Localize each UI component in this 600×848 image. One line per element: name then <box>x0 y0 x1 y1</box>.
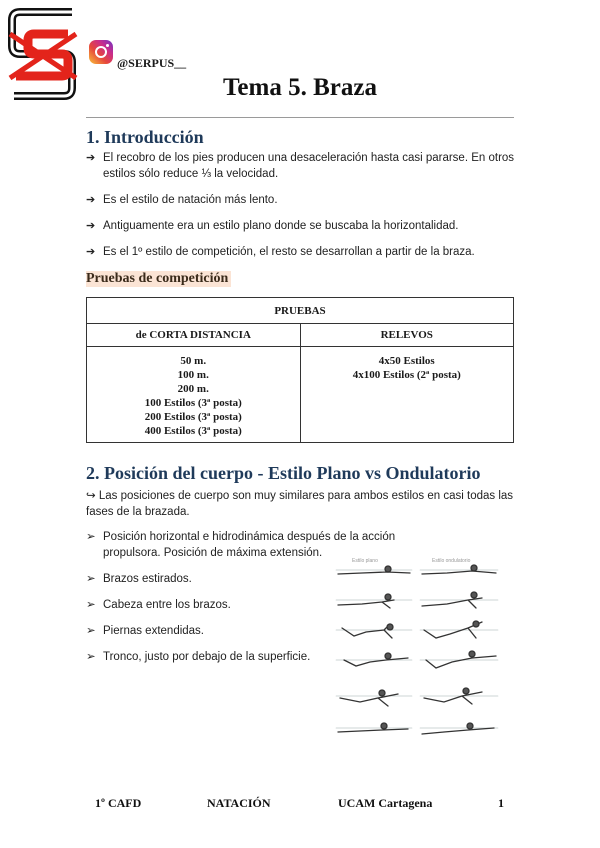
event-item: 4x50 Estilos <box>378 355 435 367</box>
breaststroke-illustration <box>332 556 502 746</box>
footer-course: 1º CAFD <box>95 796 142 810</box>
list-item: ➢ Posición horizontal e hidrodinámica después de la acción propulsora. Posición de máxima extensión. <box>86 531 396 559</box>
arrow-icon: ➔ <box>86 152 96 164</box>
section-1-heading: 1. Introducción <box>86 127 204 147</box>
event-item: 200 Estilos (3ª posta) <box>144 411 242 423</box>
event-item: 4x100 Estilos (2ª posta) <box>352 369 461 381</box>
section-2-intro: ↪ Las posiciones de cuerpo son muy similares para ambos estilos en casi todas las fases de la brazada. <box>86 490 514 518</box>
arrow-icon: ➔ <box>86 220 96 232</box>
list-item: ➔ El recobro de los pies producen una desaceleración hasta casi pararse. En otros estilos sólo reduce ⅓ la velocidad. <box>86 152 515 180</box>
event-item: 200 m. <box>177 383 209 395</box>
relay-cell <box>300 347 514 443</box>
event-item: 50 m. <box>180 355 207 367</box>
short-distance-cell <box>87 347 301 443</box>
event-item: 400 Estilos (3ª posta) <box>144 425 242 437</box>
footer-page-number: 1 <box>498 796 504 810</box>
arrow-icon: ➔ <box>86 246 96 258</box>
triangle-arrow-icon: ➢ <box>86 573 96 585</box>
competition-heading: Pruebas de competición <box>86 271 231 287</box>
figure-label-undulating: Estilo ondulatorio <box>432 558 471 564</box>
figure-label-flat: Estilo plano <box>352 558 378 564</box>
triangle-arrow-icon: ➢ <box>86 531 96 543</box>
column-header-relay: RELEVOS <box>300 324 514 347</box>
list-item: ➢ Cabeza entre los brazos. <box>86 599 231 611</box>
list-item: ➔ Es el 1º estilo de competición, el resto se desarrollan a partir de la braza. <box>86 246 475 258</box>
event-item: 100 m. <box>177 369 209 381</box>
list-item: ➢ Tronco, justo por debajo de la superficie. <box>86 651 311 663</box>
footer-university: UCAM Cartagena <box>338 796 433 810</box>
instagram-handle: @SERPUS__ <box>117 56 187 70</box>
arrow-icon: ➔ <box>86 194 96 206</box>
table-title: PRUEBAS <box>87 298 514 324</box>
triangle-arrow-icon: ➢ <box>86 599 96 611</box>
list-item: ➔ Es el estilo de natación más lento. <box>86 194 278 206</box>
list-item: ➢ Brazos estirados. <box>86 573 192 585</box>
page-title: Tema 5. Braza <box>223 74 377 101</box>
list-item: ➔ Antiguamente era un estilo plano donde se buscaba la horizontalidad. <box>86 220 459 232</box>
event-item: 100 Estilos (3ª posta) <box>144 397 242 409</box>
list-item: ➢ Piernas extendidas. <box>86 625 205 637</box>
footer-subject: NATACIÓN <box>207 796 271 810</box>
title-divider <box>86 117 514 118</box>
instagram-icon <box>89 40 113 64</box>
triangle-arrow-icon: ➢ <box>86 651 96 663</box>
intro-bullet-list <box>86 150 516 270</box>
triangle-arrow-icon: ➢ <box>86 625 96 637</box>
competition-table <box>86 297 514 443</box>
column-header-short: de CORTA DISTANCIA <box>87 324 301 347</box>
section-2-heading: 2. Posición del cuerpo - Estilo Plano vs Ondulatorio <box>86 463 481 483</box>
